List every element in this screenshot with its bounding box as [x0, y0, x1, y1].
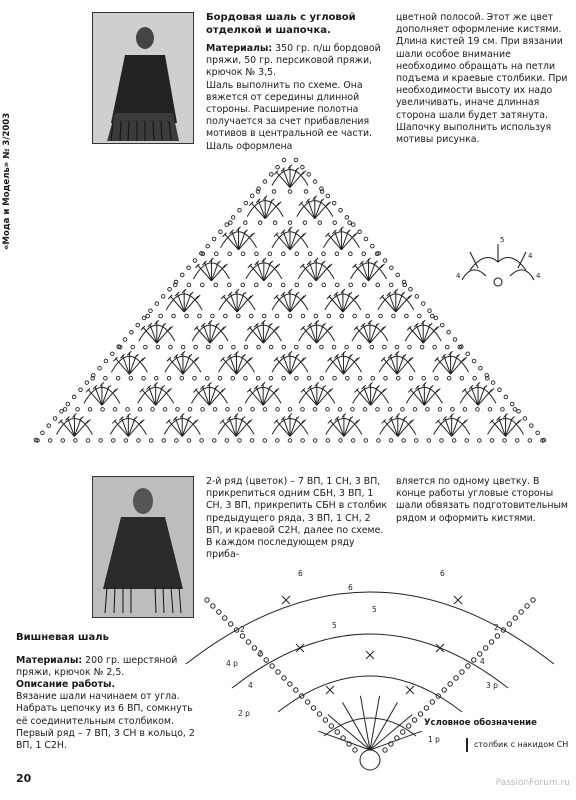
- motif-label-4c: 4: [528, 252, 533, 260]
- diagram2-label: 5: [332, 621, 337, 630]
- diagram2-label: 2 р: [238, 709, 250, 718]
- diagram2-label: 6: [298, 569, 303, 578]
- article1-paragraph2: цветной полосой. Этот же цвет дополняет оформление кистями. Длина кистей 19 см. При вязании шали особое внимание необходимо обращать на петли подъема и краевые столбики. При необходимости высоту их надо увеличивать, иначе длинная сторона шали будет затянута.: [396, 12, 568, 121]
- article2-row2-text: 2-й ряд (цветок) – 7 ВП, 1 СН, 3 ВП, прикрепиться одним СБН, 3 ВП, 1 СН, 3 ВП, прикрепить СБН в столбик предыдущего ряда, 3 ВП, 1 СН, 2 ВП, и краевой С2Н, далее по схеме.: [206, 476, 388, 536]
- legend-item: столбик с накидом СН: [474, 740, 569, 749]
- diagram2-label: 4: [480, 657, 485, 666]
- diagram2-label: 2: [494, 623, 499, 632]
- article1-paragraph1: Шаль выполнить по схеме. Она вяжется от середины длинной стороны. Расширение полотна получается за счет прибавления мотивов в центральной ее части. Шаль оформлена: [206, 79, 373, 152]
- article2-finish-text: вляется по одному цветку. В конце работы угловые стороны шали обвязать подготовительным рядом и оформить кистями.: [396, 476, 568, 524]
- legend-title: Условное обозначение: [424, 718, 537, 728]
- watermark: PassionForum.ru: [495, 778, 570, 788]
- diagram2-label: 6: [348, 583, 353, 592]
- article1-materials-label: Материалы:: [206, 43, 273, 54]
- diagram2-label: 6: [440, 569, 445, 578]
- diagram2-label: 3 р: [486, 681, 498, 690]
- page-number: 20: [16, 772, 32, 785]
- article2-materials-text: 200 гр. шерстяной пряжи, крючок № 2,5.: [16, 654, 178, 678]
- article2-materials-label: Материалы:: [16, 654, 83, 666]
- article2-title: Вишневая шаль: [16, 632, 109, 643]
- article2-row-increase: В каждом последующем ряду приба-: [206, 537, 355, 561]
- article1-paragraph3: Шапочку выполнить используя мотивы рисунка.: [396, 121, 552, 146]
- diagram2-label: 1 р: [428, 735, 440, 744]
- article1-title: Бордовая шаль с угловой отделкой и шапочка.: [206, 12, 356, 36]
- motif-label-4a: 4: [456, 272, 461, 280]
- diagram2-label: 4: [248, 681, 253, 690]
- diagram2-label: 2: [240, 625, 245, 634]
- diagram2-label: 4 р: [226, 659, 238, 668]
- motif-label-4b: 4: [536, 272, 541, 280]
- magazine-issue-label: «Мода и Модель» № 3/2003: [2, 112, 12, 250]
- legend-symbol: [466, 738, 468, 752]
- motif-label-5: 5: [500, 236, 505, 244]
- article1-materials-text: 350 гр. п/ш бордовой пряжи, 50 гр. персиковой пряжи, крючок № 3,5.: [206, 43, 381, 79]
- article2-paragraph1: Вязание шали начинаем от угла. Набрать цепочку из 6 ВП, сомкнуть её соединительным столбиком.: [16, 691, 193, 727]
- article2-paragraph2: Первый ряд – 7 ВП, 3 СН в кольцо, 2 ВП, 1 С2Н.: [16, 727, 195, 751]
- article2-work-label: Описание работы.: [16, 678, 116, 690]
- diagram2-label: 2: [258, 649, 263, 658]
- diagram2-label: 5: [372, 605, 377, 614]
